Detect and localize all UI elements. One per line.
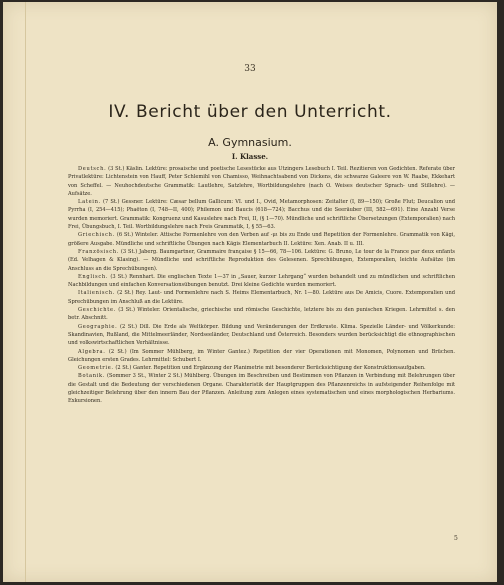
subsection-title: A. Gymnasium. (208, 136, 292, 149)
subject-name: Französisch. (78, 248, 120, 255)
subject-name: Latein. (78, 199, 101, 206)
subject-name: Geometrie. (78, 365, 114, 372)
subject-name: Geschichte. (78, 307, 116, 314)
paragraph-geschichte (68, 306, 455, 323)
paragraph-deutsch (68, 165, 455, 198)
section-title: IV. Bericht über den Unterricht. (108, 102, 392, 122)
paragraph-griechisch (68, 231, 455, 248)
paragraph-botanik (68, 372, 455, 405)
subject-text: (2 St.) Ganter. Repetition und Ergänzung der Planimetrie mit besonderer Berücksichtigung der Konstruktionsaufgaben. (113, 365, 426, 372)
paragraph-englisch (68, 273, 455, 290)
subject-text: (3 St.) Rennhart. Die englischen Texte 1—37 in „Sauer, kurzer Lehrgang“ wurden behandelt und zu mündlichen und schriftlichen Nachbildungen und einfachen Konversationsübungen benutzt. Drei kleine Gedichte wurden memoriert. (68, 273, 455, 289)
subject-text: (3 St.) Käslin. Lektüre: prosaische und poetische Lesestücke aus Utzingers Lesebuch I. Teil. Rezitieren von Gedichten. Referate über Privatlektüre: Lichtenstein von Hauff, Peter Schlemihl von Chamisso, Weihnachtsabend von Dickens, die schwarze Galeere von W. Raabe, Ekkehart von Scheffel. — Neuhochdeutsche Grammatik: Lautlehre, Satzlehre, Wortbildungslehre (nach O. Weises deutscher Sprach- und Stillehre). — Aufsätze. (68, 166, 455, 197)
page-number: 33 (244, 64, 256, 74)
subject-name: Deutsch. (78, 166, 107, 172)
subject-text: (2 St.) Dill. Die Erde als Weltkörper. Bildung und Veränderungen der Erdkruste. Klima. Spezielle Länder- und Völkerkunde: Skandinavien, Rußland, die Mittelmeerländer, Nordseeländer, Deutschland und Österreich. Besonders wurden berücksichtigt die ethnographischen und volkswirtschaftlichen Verhältnisse. (68, 323, 455, 347)
paragraph-geometrie (68, 364, 455, 372)
subject-text: (6 St.) Winteler. Attische Formenlehre von den Verben auf -μι bis zu Ende und Repetition der Formenlehre. Grammatik von Kägi, größere Ausgabe. Mündliche und schriftliche Übungen nach Kägis Elementarbuch II. Lektüre: Xen. Anab. II u. III. (68, 232, 455, 247)
page-edge-shadow (25, 2, 26, 582)
paragraph-algebra (68, 348, 455, 365)
subject-text: (3 St.) Jaberg. Baumgartner, Grammaire française § 15—66, 78—106. Lektüre: G. Bruno, Le tour de la France par deux enfants (Ed. Velhagen & Klasing). — Mündliche und schriftliche Reproduktion des Gelesenen. Sprechübungen, Extemporalien, leichte Aufsätze (im Anschluss an die Sprechübungen). (68, 248, 455, 272)
paragraph-geographie (68, 323, 455, 348)
subject-text: (2 St.) (Im Sommer Mühlberg, im Winter Gantez.) Repetition der vier Operationen mit Monomen, Polynomen und Brüchen. Gleichungen ersten Grades. Lehrmittel: Schubert I. (68, 348, 455, 363)
report-body (68, 165, 455, 406)
subject-name: Englisch. (78, 273, 109, 280)
subject-name: Griechisch. (78, 232, 115, 239)
subject-name: Botanik. (78, 373, 106, 380)
paragraph-latein (68, 198, 455, 231)
paragraph-italienisch (68, 289, 455, 306)
subject-text: (3 St.) Winteler. Orientalische, griechische und römische Geschichte, letztere bis zu den punischen Kriegen. Lehrmittel s. den betr. Abschnitt. (68, 307, 455, 322)
subject-name: Italienisch. (78, 290, 116, 297)
subject-text: (7 St.) Gessner. Lektüre: Cæsar bellum Gallicum: VI. und I., Ovid, Metamorphosen: Zeitalter (I, 89—150); Große Flut; Deucalion und Pyrrha (I, 254—415); Phaëton (I, 748—II, 400); Philemon und Baucis (618—724); Bacchus und die Seeräuber (III, 582—691). Eine Anzahl Verse wurden memoriert. Grammatik: Kongruenz und Kasuslehre nach Frei, II, (§ 1—70). Mündliche und schriftliche Übersetzungen (Extemporalien) nach Frei, Übungsbuch, I. Teil. Wortbildungslehre nach Freis Grammatik, I, § 55—63. (68, 199, 455, 231)
paragraph-franzoesisch (68, 248, 455, 273)
book-page (3, 2, 497, 582)
class-heading: I. Klasse. (231, 152, 269, 161)
subject-text: (Sommer 3 St., Winter 2 St.) Mühlberg. Übungen im Beschreiben und Bestimmen von Pflanzen in Verbindung mit Belehrungen über die Gestalt und die Bedeutung der verschiedenen Organe. Charakteristik der Hauptgruppen des Pflanzenreichs in aufsteigender Reihenfolge mit gleichzeitiger Belehrung über den innern Bau der Pflanzen. Anleitung zum Anlegen eines systematischen und eines morphologischen Herbariums. Exkursionen. (68, 373, 455, 405)
subject-text: (2 St.) Rey. Laut- und Formenlehre nach S. Heims Elementarbuch, Nr. 1—80. Lektüre aus De Amicis, Cuore. Extemporalien und Sprechübungen im Anschluß an die Lektüre. (68, 290, 455, 305)
subject-name: Geographie. (78, 323, 118, 330)
subject-name: Algebra. (78, 348, 106, 355)
signature-number: 5 (454, 535, 458, 542)
